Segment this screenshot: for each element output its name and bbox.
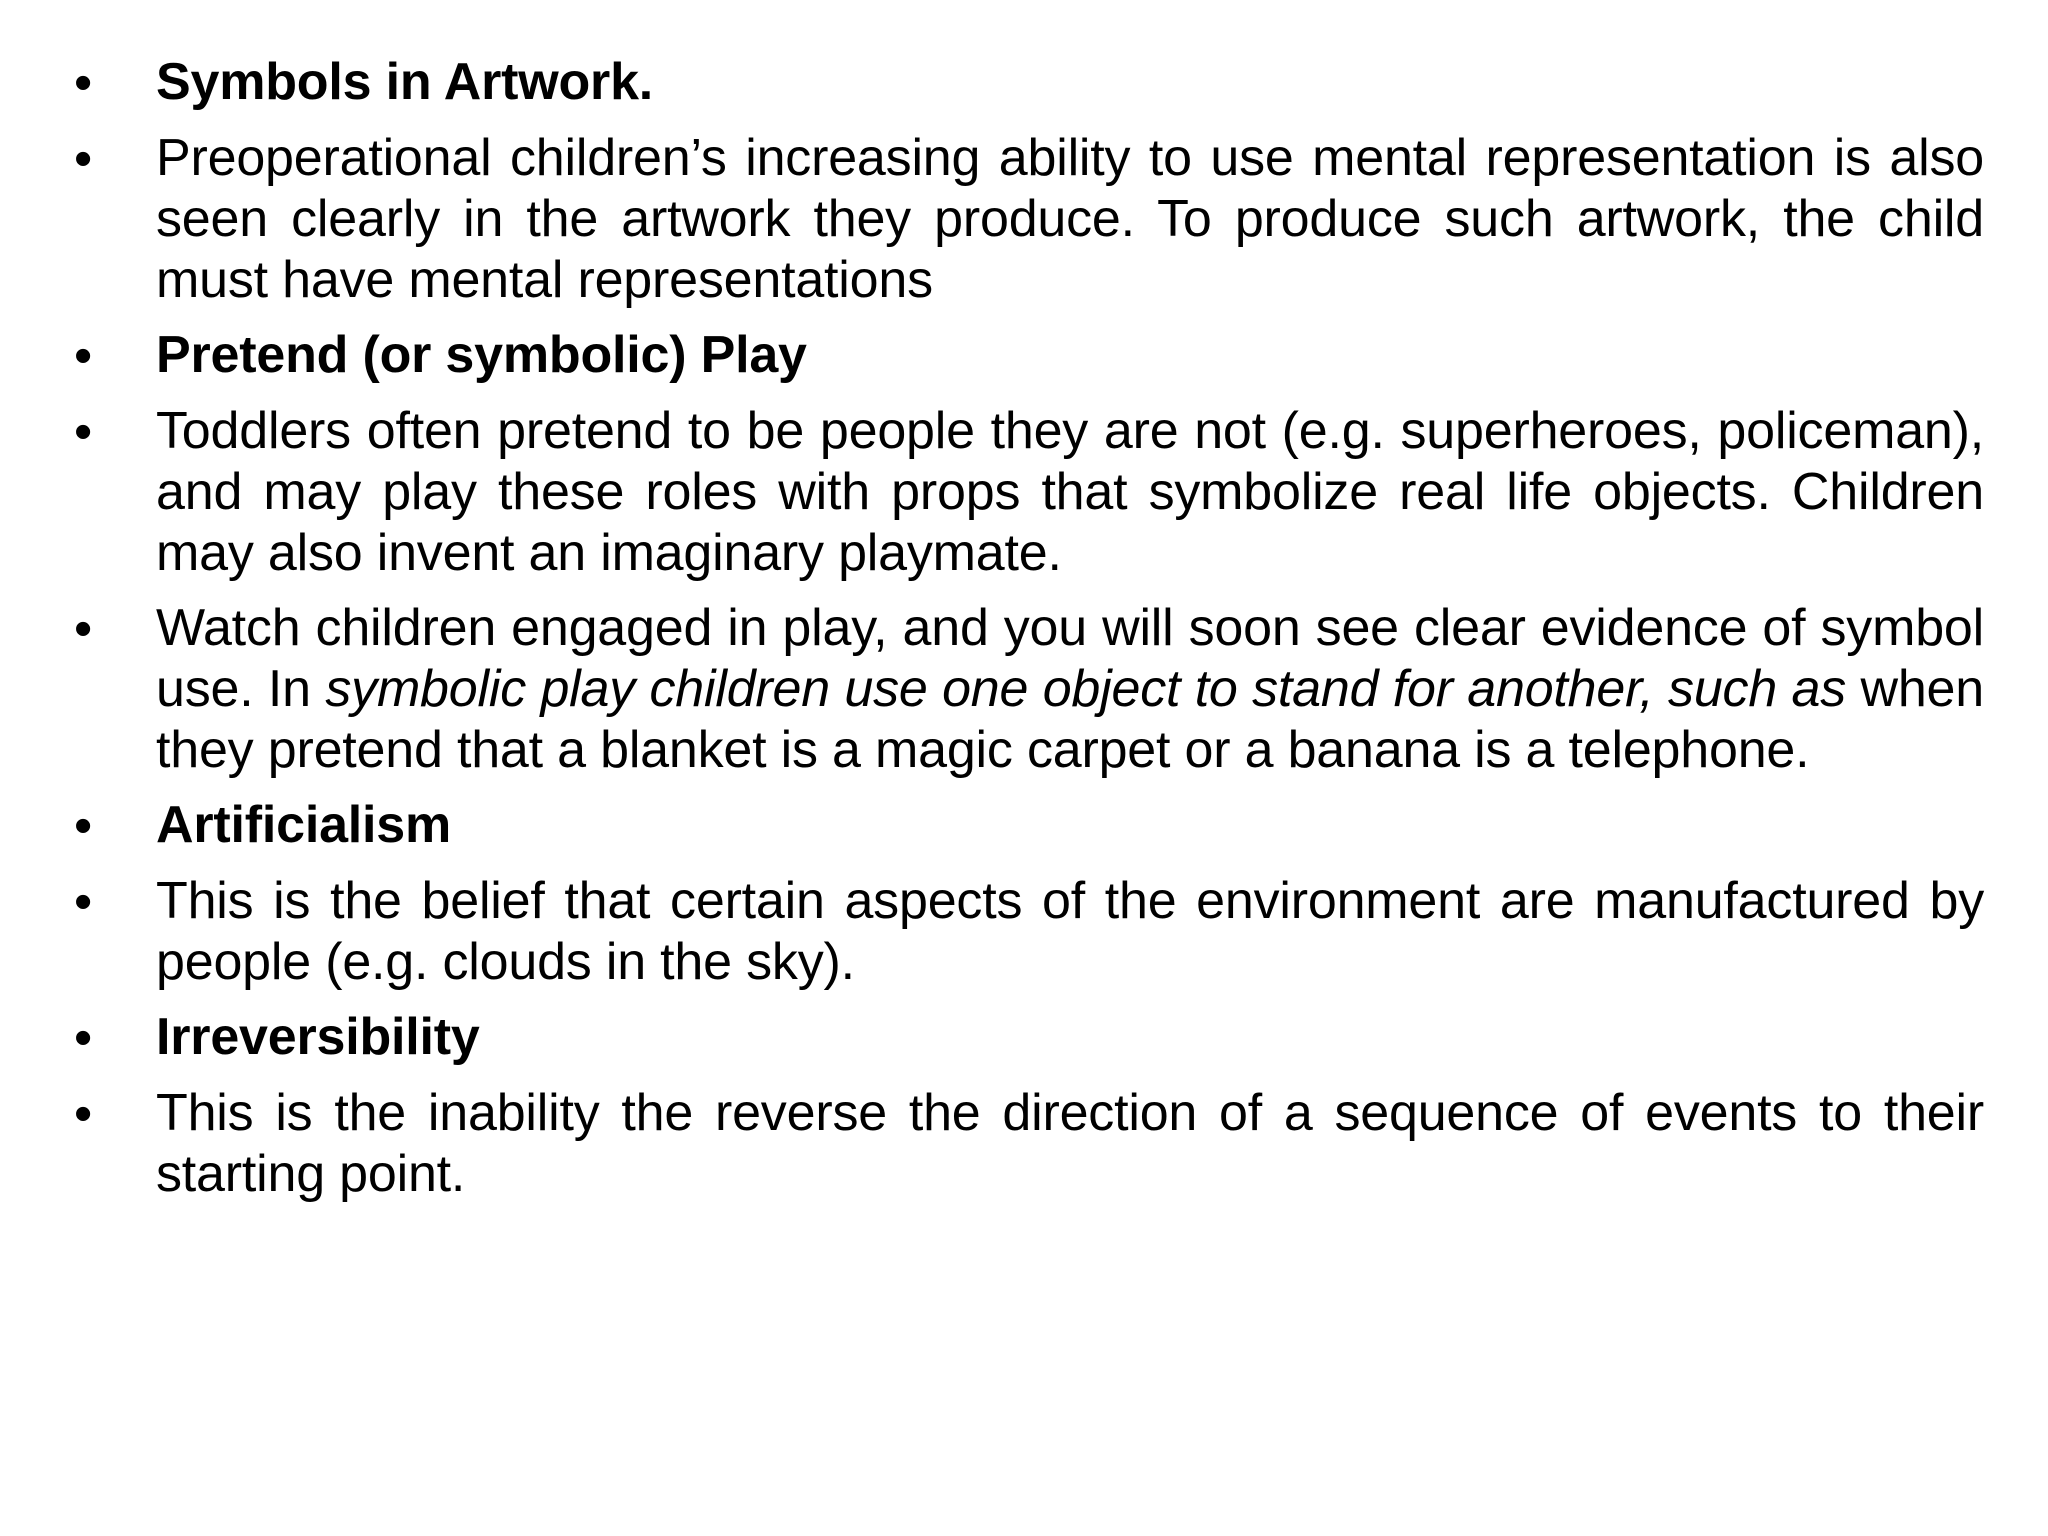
bullet-icon: •	[74, 54, 93, 112]
body-toddlers-pretend: Toddlers often pretend to be people they are not (e.g. superheroes, policeman), and may play these roles with props that symbolize real life objects. Children may also invent an imaginary playmate.	[156, 402, 1984, 582]
bullet-item-artificialism-body	[70, 871, 1984, 993]
bullet-item-watch-body	[70, 598, 1984, 781]
bullet-icon: •	[74, 403, 93, 461]
bullet-item-artificialism-heading	[70, 795, 1984, 857]
bullet-icon: •	[74, 1085, 93, 1143]
bullet-item-symbols-heading	[70, 52, 1984, 114]
bullet-icon: •	[74, 1009, 93, 1067]
bullet-icon: •	[74, 327, 93, 385]
bullet-item-toddlers-body	[70, 401, 1984, 584]
bullet-list	[70, 52, 1984, 1219]
bullet-item-symbols-body	[70, 128, 1984, 311]
body-irreversibility: This is the inability the reverse the direction of a sequence of events to their starting point.	[156, 1084, 1984, 1203]
bullet-item-irreversibility-heading	[70, 1007, 1984, 1069]
bullet-icon: •	[74, 797, 93, 855]
bullet-item-pretend-heading	[70, 325, 1984, 387]
body-symbols-in-artwork: Preoperational children’s increasing ability to use mental representation is also seen clearly in the artwork they produce. To produce such artwork, the child must have mental representations	[156, 129, 1984, 309]
bullet-icon: •	[74, 873, 93, 931]
body-symbolic-play-before: Watch children engaged in play, and you will soon see clear evidence of symbol use. In	[156, 599, 1984, 718]
body-symbolic-play	[156, 598, 1984, 781]
body-symbolic-play-italic: symbolic play children use one object to stand for another, such as	[325, 660, 1847, 718]
body-artificialism: This is the belief that certain aspects of the environment are manufactured by people (e.g. clouds in the sky).	[156, 872, 1984, 991]
heading-symbols-in-artwork: Symbols in Artwork.	[156, 53, 654, 111]
heading-artificialism: Artificialism	[156, 796, 452, 854]
body-symbolic-play-after: when they pretend that a blanket is a magic carpet or a banana is a telephone.	[156, 660, 1984, 779]
heading-pretend-play: Pretend (or symbolic) Play	[156, 326, 807, 384]
bullet-icon: •	[74, 600, 93, 658]
bullet-item-irreversibility-body	[70, 1083, 1984, 1205]
bullet-icon: •	[74, 130, 93, 188]
heading-irreversibility: Irreversibility	[156, 1008, 480, 1066]
